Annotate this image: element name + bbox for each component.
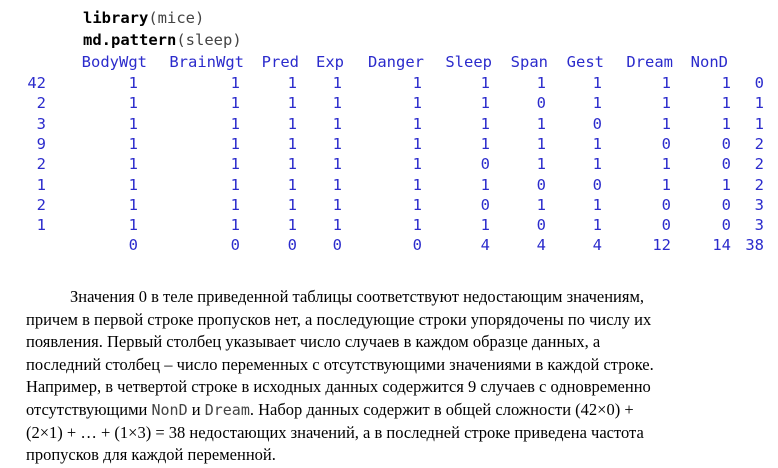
pattern-cell: 1 bbox=[332, 115, 342, 133]
code-argument: (mice) bbox=[148, 9, 205, 27]
pattern-cell: 1 bbox=[128, 176, 138, 194]
pattern-cell: 1 bbox=[128, 115, 138, 133]
column-missing-total: 4 bbox=[536, 236, 546, 254]
paragraph-line: появления. Первый столбец указывает число случаев в каждом образце данных, а bbox=[26, 332, 601, 352]
pattern-cell: 1 bbox=[536, 196, 546, 214]
pattern-cell: 1 bbox=[721, 94, 731, 112]
pattern-cell: 1 bbox=[128, 196, 138, 214]
column-header-nond: NonD bbox=[690, 53, 728, 71]
pattern-cell: 1 bbox=[230, 115, 240, 133]
column-missing-total: 0 bbox=[287, 236, 297, 254]
code-function: md.pattern bbox=[83, 31, 177, 49]
pattern-cell: 1 bbox=[332, 74, 342, 92]
paragraph-line bbox=[26, 399, 766, 422]
pattern-cell: 1 bbox=[480, 115, 490, 133]
pattern-cell: 1 bbox=[480, 74, 490, 92]
column-header-dream: Dream bbox=[626, 53, 673, 71]
pattern-cell: 0 bbox=[480, 196, 490, 214]
pattern-cell: 1 bbox=[412, 216, 422, 234]
row-case-count: 2 bbox=[36, 94, 46, 112]
pattern-cell: 1 bbox=[592, 216, 602, 234]
column-header-pred: Pred bbox=[261, 53, 299, 71]
pattern-cell: 0 bbox=[536, 176, 546, 194]
pattern-cell: 0 bbox=[536, 216, 546, 234]
column-missing-total: 0 bbox=[230, 236, 240, 254]
column-header-sleep: Sleep bbox=[445, 53, 492, 71]
code-line-md-pattern bbox=[83, 30, 242, 50]
pattern-cell: 0 bbox=[661, 135, 671, 153]
column-missing-total: 14 bbox=[712, 236, 731, 254]
pattern-cell: 0 bbox=[592, 176, 602, 194]
pattern-cell: 0 bbox=[480, 155, 490, 173]
paragraph-line: последний столбец – число переменных с отсутствующими значениями в каждой строке. bbox=[26, 354, 654, 374]
pattern-cell: 1 bbox=[332, 135, 342, 153]
pattern-cell: 1 bbox=[230, 135, 240, 153]
column-missing-total: 4 bbox=[480, 236, 490, 254]
row-missing-count: 2 bbox=[754, 176, 764, 194]
pattern-cell: 1 bbox=[230, 196, 240, 214]
row-case-count: 1 bbox=[36, 176, 46, 194]
pattern-cell: 1 bbox=[412, 155, 422, 173]
explanation-paragraph bbox=[26, 286, 766, 467]
pattern-cell: 1 bbox=[412, 74, 422, 92]
paragraph-text: Значения 0 в теле приведенной таблицы соответствуют недостающим значениям, bbox=[70, 287, 645, 306]
pattern-cell: 1 bbox=[128, 74, 138, 92]
pattern-cell: 1 bbox=[480, 216, 490, 234]
code-function: library bbox=[83, 9, 149, 27]
pattern-cell: 1 bbox=[592, 94, 602, 112]
column-missing-total: 12 bbox=[652, 236, 671, 254]
paragraph-text: и bbox=[187, 399, 205, 419]
paragraph-text: отсутствующими bbox=[26, 399, 152, 419]
pattern-cell: 0 bbox=[661, 216, 671, 234]
column-header-exp: Exp bbox=[316, 53, 344, 71]
pattern-cell: 1 bbox=[332, 176, 342, 194]
pattern-cell: 1 bbox=[721, 176, 731, 194]
pattern-cell: 1 bbox=[536, 135, 546, 153]
pattern-cell: 0 bbox=[721, 135, 731, 153]
paragraph-line: пропусков для каждой переменной. bbox=[26, 445, 276, 465]
pattern-cell: 1 bbox=[661, 176, 671, 194]
column-header-span: Span bbox=[510, 53, 548, 71]
column-header-gest: Gest bbox=[566, 53, 604, 71]
pattern-cell: 1 bbox=[412, 135, 422, 153]
pattern-cell: 1 bbox=[287, 94, 297, 112]
pattern-cell: 1 bbox=[480, 176, 490, 194]
pattern-cell: 1 bbox=[287, 115, 297, 133]
pattern-cell: 0 bbox=[721, 216, 731, 234]
code-argument: (sleep) bbox=[176, 31, 242, 49]
pattern-cell: 1 bbox=[536, 74, 546, 92]
row-case-count: 42 bbox=[27, 74, 46, 92]
pattern-cell: 1 bbox=[661, 155, 671, 173]
paragraph-line: (2×1) + … + (1×3) = 38 недостающих значений, а в последней строке приведена частота bbox=[26, 422, 644, 442]
pattern-cell: 1 bbox=[230, 216, 240, 234]
pattern-cell: 1 bbox=[412, 115, 422, 133]
pattern-cell: 1 bbox=[592, 74, 602, 92]
pattern-cell: 1 bbox=[230, 74, 240, 92]
pattern-cell: 1 bbox=[536, 115, 546, 133]
pattern-cell: 1 bbox=[128, 135, 138, 153]
paragraph-line bbox=[26, 286, 766, 309]
column-missing-total: 0 bbox=[128, 236, 138, 254]
pattern-cell: 1 bbox=[287, 135, 297, 153]
pattern-cell: 1 bbox=[128, 94, 138, 112]
pattern-cell: 1 bbox=[287, 155, 297, 173]
column-missing-total: 4 bbox=[592, 236, 602, 254]
row-missing-count: 3 bbox=[754, 216, 764, 234]
pattern-cell: 1 bbox=[287, 74, 297, 92]
code-line-library bbox=[83, 8, 204, 28]
grand-missing-total: 38 bbox=[745, 236, 764, 254]
pattern-cell: 1 bbox=[480, 94, 490, 112]
column-header-brainwgt: BrainWgt bbox=[169, 53, 244, 71]
row-missing-count: 2 bbox=[754, 155, 764, 173]
pattern-cell: 1 bbox=[536, 155, 546, 173]
pattern-cell: 1 bbox=[287, 196, 297, 214]
pattern-cell: 1 bbox=[332, 94, 342, 112]
pattern-cell: 1 bbox=[661, 74, 671, 92]
row-case-count: 2 bbox=[36, 196, 46, 214]
pattern-cell: 1 bbox=[412, 176, 422, 194]
pattern-cell: 0 bbox=[592, 115, 602, 133]
column-header-danger: Danger bbox=[368, 53, 424, 71]
pattern-cell: 1 bbox=[230, 155, 240, 173]
row-case-count: 3 bbox=[36, 115, 46, 133]
pattern-cell: 1 bbox=[412, 94, 422, 112]
pattern-cell: 0 bbox=[721, 155, 731, 173]
pattern-cell: 1 bbox=[230, 176, 240, 194]
paragraph-line: причем в первой строке пропусков нет, а последующие строки упорядочены по числу их bbox=[26, 309, 652, 329]
row-missing-count: 0 bbox=[754, 74, 764, 92]
pattern-cell: 1 bbox=[230, 94, 240, 112]
column-header-bodywgt: BodyWgt bbox=[81, 53, 147, 71]
pattern-cell: 1 bbox=[287, 176, 297, 194]
row-missing-count: 1 bbox=[754, 115, 764, 133]
column-missing-total: 0 bbox=[332, 236, 342, 254]
pattern-cell: 1 bbox=[592, 196, 602, 214]
paragraph-text: . Набор данных содержит в общей сложности (42×0) + bbox=[249, 399, 634, 419]
pattern-cell: 1 bbox=[721, 74, 731, 92]
pattern-cell: 1 bbox=[592, 155, 602, 173]
pattern-cell: 1 bbox=[592, 135, 602, 153]
row-missing-count: 3 bbox=[754, 196, 764, 214]
pattern-cell: 1 bbox=[332, 155, 342, 173]
pattern-cell: 1 bbox=[332, 196, 342, 214]
column-missing-total: 0 bbox=[412, 236, 422, 254]
paragraph-line: Например, в четвертой строке в исходных данных содержится 9 случаев с одновременно bbox=[26, 377, 651, 397]
pattern-cell: 0 bbox=[661, 196, 671, 214]
pattern-cell: 1 bbox=[128, 216, 138, 234]
pattern-cell: 1 bbox=[332, 216, 342, 234]
pattern-cell: 1 bbox=[480, 135, 490, 153]
inline-code-nond: NonD bbox=[151, 400, 188, 419]
pattern-cell: 0 bbox=[721, 196, 731, 214]
pattern-cell: 1 bbox=[721, 115, 731, 133]
row-case-count: 1 bbox=[36, 216, 46, 234]
pattern-cell: 1 bbox=[661, 94, 671, 112]
row-case-count: 9 bbox=[36, 135, 46, 153]
pattern-cell: 1 bbox=[287, 216, 297, 234]
pattern-cell: 1 bbox=[661, 115, 671, 133]
pattern-cell: 1 bbox=[412, 196, 422, 214]
pattern-cell: 1 bbox=[128, 155, 138, 173]
row-missing-count: 2 bbox=[754, 135, 764, 153]
inline-code-dream: Dream bbox=[204, 400, 250, 419]
row-missing-count: 1 bbox=[754, 94, 764, 112]
row-case-count: 2 bbox=[36, 155, 46, 173]
pattern-cell: 0 bbox=[536, 94, 546, 112]
